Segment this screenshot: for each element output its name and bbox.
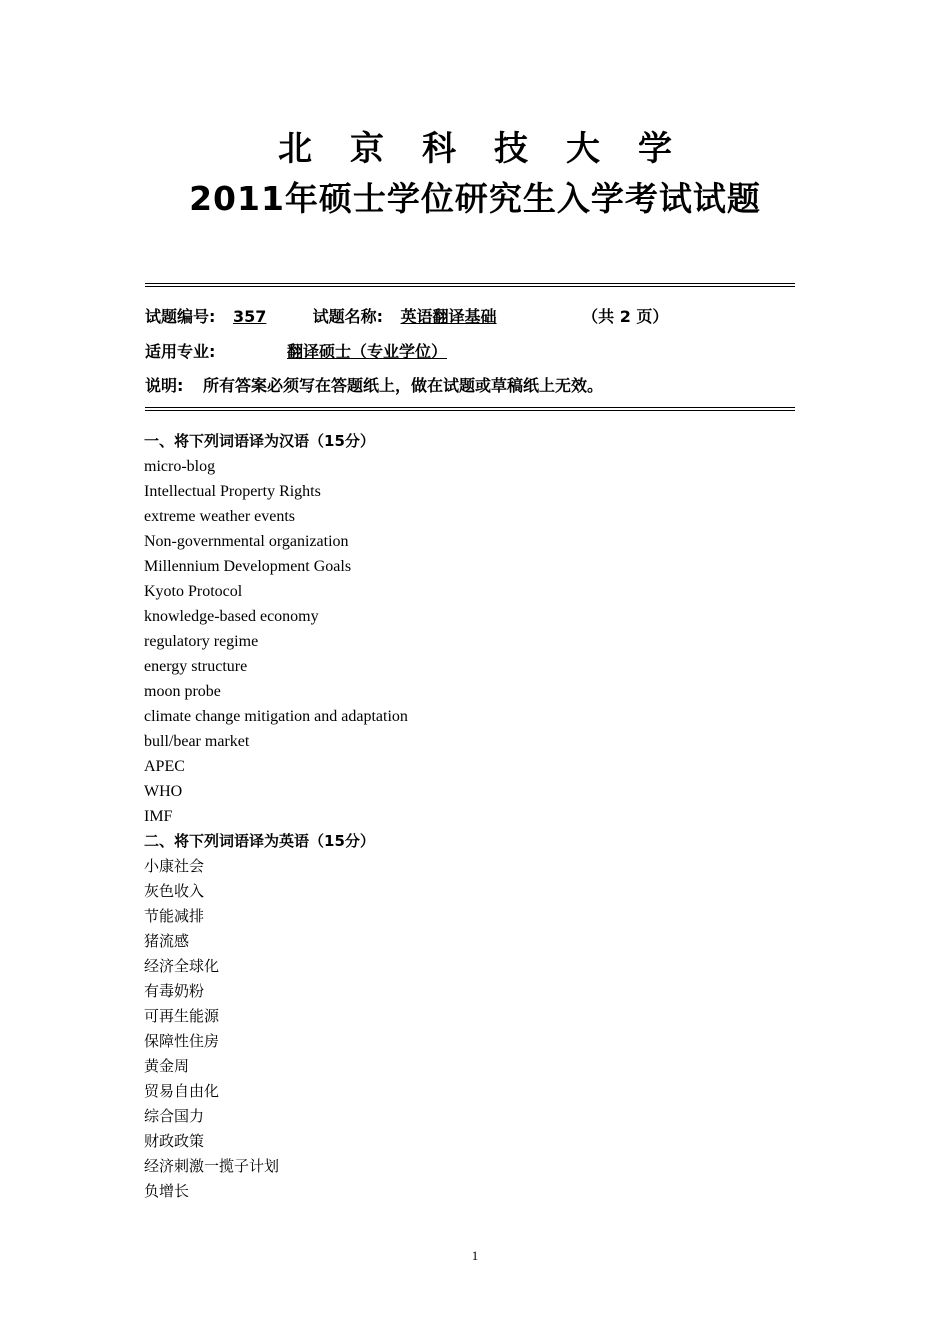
major-value: 翻译硕士（专业学位） (286, 342, 447, 361)
list-item: 有毒奶粉 (144, 982, 205, 1000)
top-double-rule (145, 283, 795, 287)
pages-note: （共 2 页） (582, 307, 669, 326)
list-item: 经济刺激一揽子计划 (144, 1157, 280, 1175)
exam-title: 2011年硕士学位研究生入学考试试题 (189, 179, 761, 218)
list-item: energy structure (144, 658, 248, 675)
university-char: 大 (566, 129, 600, 169)
list-item: 黄金周 (144, 1057, 190, 1075)
questions (144, 429, 804, 1204)
bottom-double-rule (145, 407, 795, 411)
list-item: IMF (144, 808, 173, 825)
exam-code-row (145, 306, 668, 328)
list-item: Kyoto Protocol (144, 583, 243, 600)
list-item: climate change mitigation and adaptation (144, 708, 408, 725)
list-item: 小康社会 (144, 857, 205, 875)
major-row (145, 341, 447, 363)
university-char: 北 (278, 129, 312, 169)
note-text: 所有答案必须写在答题纸上，做在试题或草稿纸上无效。 (202, 376, 603, 395)
list-item: 负增长 (144, 1182, 190, 1200)
list-item: APEC (144, 758, 185, 775)
list-item: 节能减排 (144, 907, 205, 925)
list-item: knowledge-based economy (144, 608, 319, 625)
list-item: Intellectual Property Rights (144, 483, 321, 500)
name-value: 英语翻译基础 (400, 307, 497, 326)
list-item: 灰色收入 (144, 882, 205, 900)
note-row (145, 375, 603, 397)
list-item: bull/bear market (144, 733, 250, 750)
list-item: WHO (144, 783, 183, 800)
list-item: 财政政策 (144, 1132, 205, 1150)
code-value: 357 (232, 307, 267, 326)
list-item: extreme weather events (144, 508, 296, 525)
list-item: 经济全球化 (144, 957, 220, 975)
section-2-heading: 二、将下列词语译为英语（15分） (144, 832, 375, 850)
list-item: 综合国力 (144, 1107, 205, 1125)
page-number: 1 (471, 1248, 479, 1263)
list-item: 可再生能源 (144, 1007, 220, 1025)
list-item: Millennium Development Goals (144, 558, 352, 575)
list-item: 猪流感 (144, 932, 190, 950)
list-item: 保障性住房 (144, 1032, 220, 1050)
list-item: micro-blog (144, 458, 216, 475)
name-label: 试题名称: (312, 307, 383, 326)
university-char: 京 (350, 129, 384, 169)
list-item: moon probe (144, 683, 221, 700)
university-char: 学 (638, 129, 672, 169)
list-item: regulatory regime (144, 633, 259, 650)
note-label: 说明: (145, 376, 184, 395)
university-char: 科 (422, 129, 456, 169)
code-label: 试题编号: (145, 307, 216, 326)
university-name (0, 126, 950, 172)
major-label: 适用专业: (145, 342, 216, 361)
list-item: 贸易自由化 (144, 1082, 220, 1100)
list-item: Non-governmental organization (144, 533, 349, 550)
university-char: 技 (494, 129, 528, 169)
section-1-heading: 一、将下列词语译为汉语（15分） (144, 432, 375, 450)
